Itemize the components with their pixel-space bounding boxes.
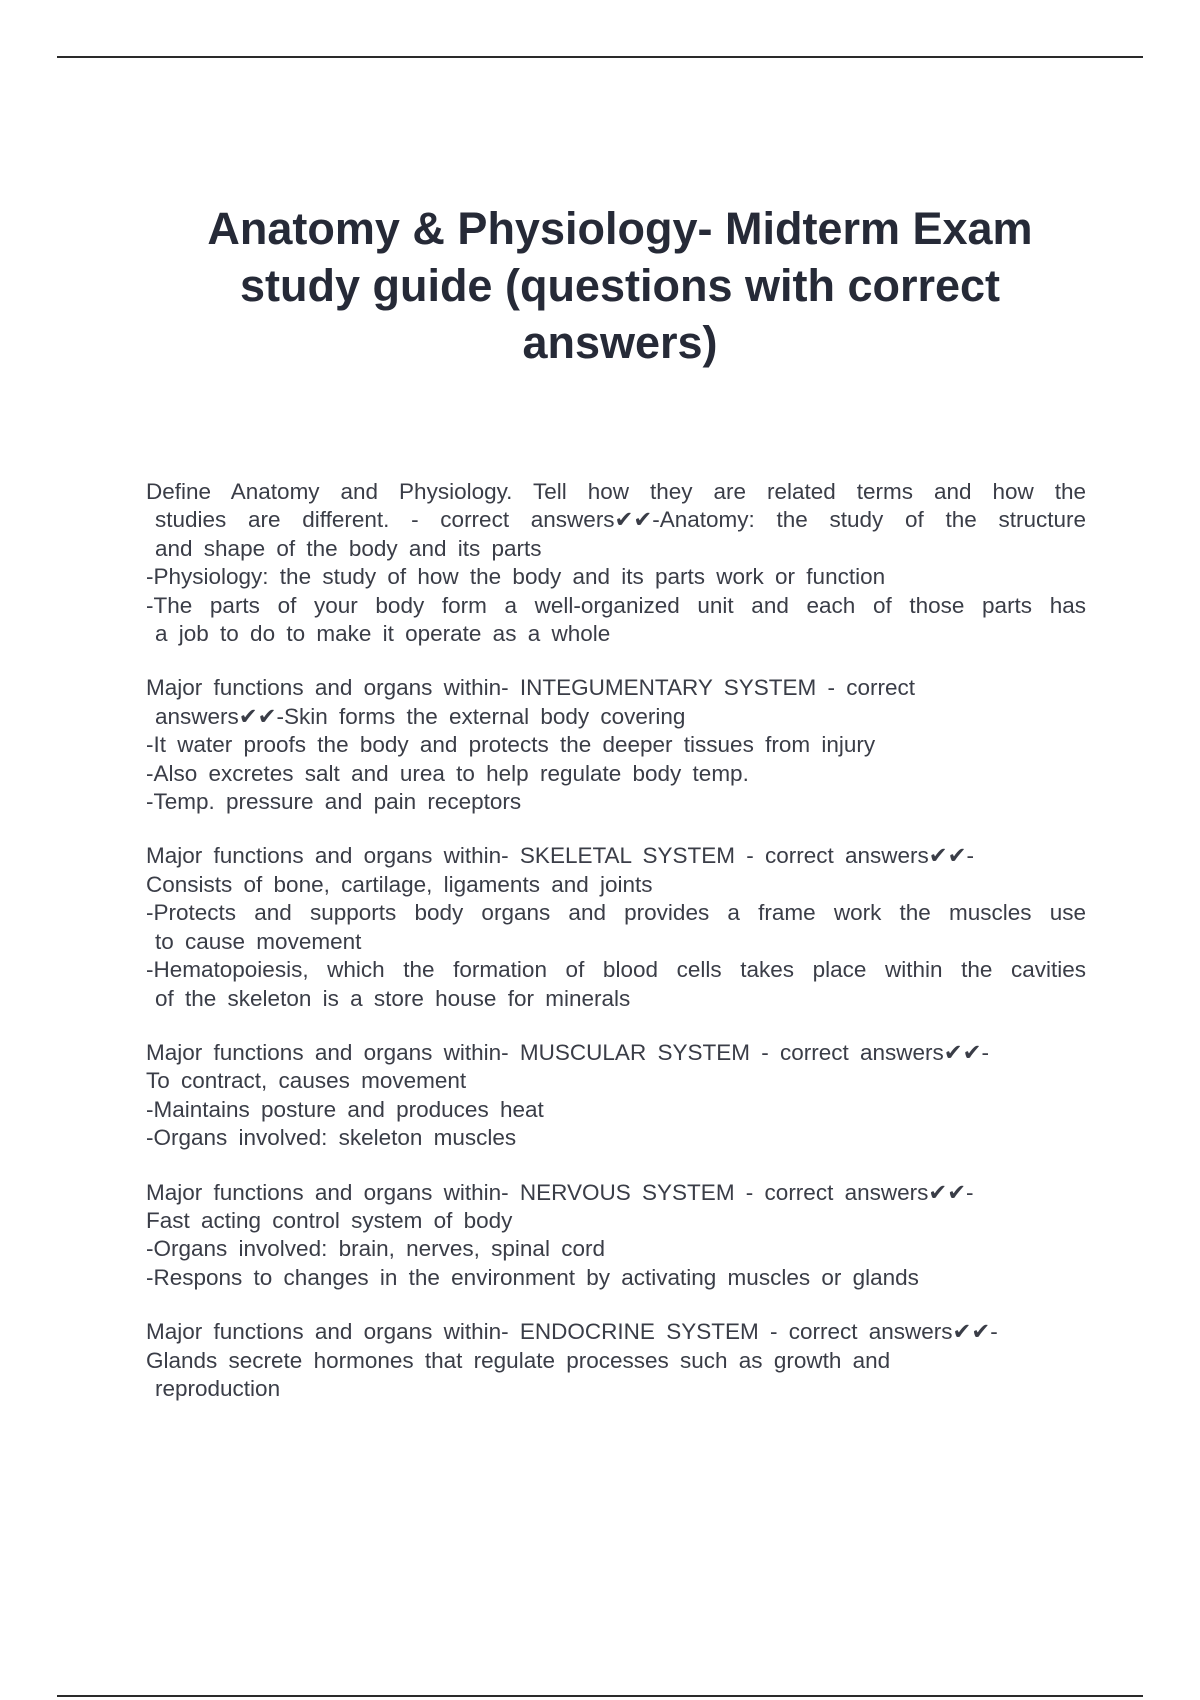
document-title: [140, 200, 1100, 371]
entry-line: Major functions and organs within- ENDOCRINE SYSTEM - correct answers✔✔-: [146, 1319, 998, 1345]
entry-line: to cause movement: [155, 928, 362, 954]
entry-line: -Also excretes salt and urea to help regulate body temp.: [146, 760, 749, 786]
entry-line: -Maintains posture and produces heat: [146, 1096, 544, 1122]
bottom-rule: [57, 1695, 1143, 1697]
entry-line: Consists of bone, cartilage, ligaments and joints: [146, 871, 653, 897]
entry-line: -Temp. pressure and pain receptors: [146, 789, 522, 815]
entry-line: answers✔✔-Skin forms the external body covering: [155, 703, 686, 729]
entry-line: -Hematopoiesis, which the formation of blood cells takes place within the cavities: [146, 957, 1086, 983]
entry-line: Major functions and organs within- NERVOUS SYSTEM - correct answers✔✔-: [146, 1179, 974, 1205]
entry-line: -It water proofs the body and protects the deeper tissues from injury: [146, 732, 876, 758]
entry-line: of the skeleton is a store house for minerals: [155, 985, 631, 1011]
entry-line: To contract, causes movement: [146, 1068, 467, 1094]
title-line: answers): [522, 317, 718, 368]
entry-line: -Organs involved: brain, nerves, spinal cord: [146, 1236, 605, 1262]
entry-line: -Protects and supports body organs and provides a frame work the muscles use: [146, 900, 1086, 926]
entry-line: studies are different. - correct answers✔✔-Anatomy: the study of the structure: [155, 507, 1086, 533]
entry-line: reproduction: [155, 1375, 281, 1401]
qa-entry-endocrine-system: [146, 1318, 1086, 1403]
entry-line: a job to do to make it operate as a whole: [155, 621, 611, 647]
title-line: study guide (questions with correct: [239, 260, 1001, 311]
title-line: Anatomy & Physiology- Midterm Exam: [207, 203, 1033, 254]
qa-entry-integumentary-system: [146, 674, 1086, 816]
entry-line: Fast acting control system of body: [146, 1207, 513, 1233]
entry-line: Major functions and organs within- INTEGUMENTARY SYSTEM - correct: [146, 675, 915, 701]
entry-line: -Respons to changes in the environment by activating muscles or glands: [146, 1264, 919, 1290]
entry-line: -Organs involved: skeleton muscles: [146, 1125, 517, 1151]
entry-line: -The parts of your body form a well-organized unit and each of those parts has: [146, 592, 1086, 618]
qa-entry-nervous-system: [146, 1179, 1086, 1293]
qa-entry-muscular-system: [146, 1039, 1086, 1153]
entry-line: Glands secrete hormones that regulate processes such as growth and: [146, 1347, 891, 1373]
qa-entry-anatomy-physiology: [146, 478, 1086, 648]
entry-line: -Physiology: the study of how the body and its parts work or function: [146, 564, 886, 590]
entry-line: and shape of the body and its parts: [155, 535, 542, 561]
entry-line: Define Anatomy and Physiology. Tell how they are related terms and how the: [146, 479, 1086, 504]
qa-entry-skeletal-system: [146, 842, 1086, 1012]
entry-line: Major functions and organs within- SKELETAL SYSTEM - correct answers✔✔-: [146, 843, 974, 869]
entry-line: Major functions and organs within- MUSCULAR SYSTEM - correct answers✔✔-: [146, 1039, 989, 1065]
top-rule: [57, 56, 1143, 58]
document-body: [146, 478, 1086, 1429]
